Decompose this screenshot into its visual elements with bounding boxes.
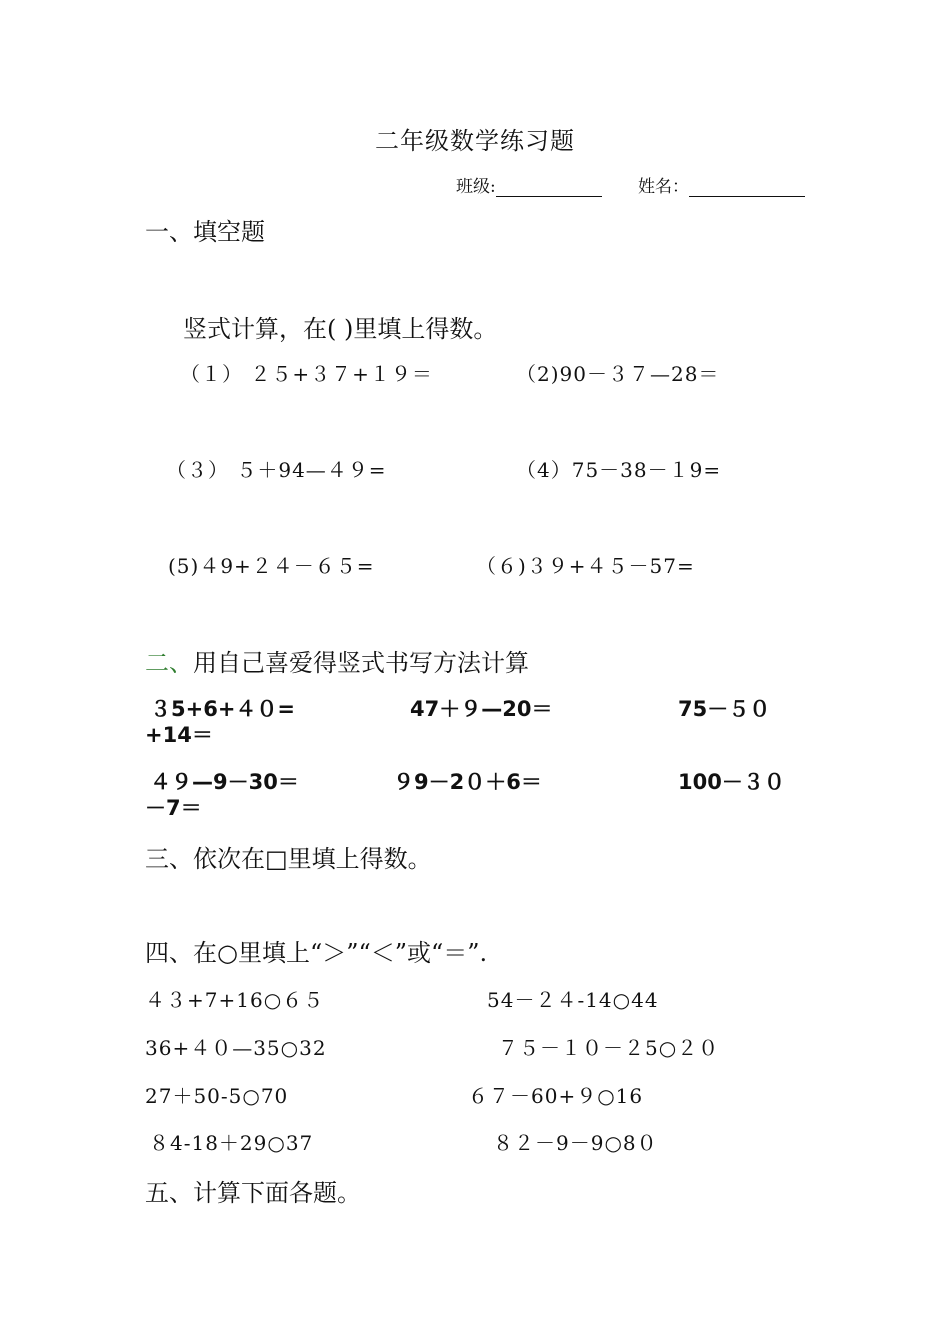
class-label: 班级: <box>456 177 496 197</box>
name-field <box>638 172 805 197</box>
calc-6: 100－３０ <box>678 770 785 794</box>
compare-4: ７５－１０－２5○２０ <box>498 1036 720 1060</box>
section-4-heading: 四、在○里填上“＞”“＜”或“＝”. <box>145 939 488 967</box>
class-field <box>456 172 602 197</box>
section-2-title: 用自己喜爱得竖式书写方法计算 <box>193 649 529 677</box>
problem-2: （2)90－３７—28＝ <box>516 362 720 386</box>
class-blank <box>496 178 602 197</box>
name-label: 姓名： <box>638 177 689 197</box>
section-2-number: 二、 <box>145 649 193 677</box>
compare-8: ８２－9－9○8０ <box>493 1131 658 1155</box>
calc-4-cont: －7＝ <box>145 796 202 820</box>
section-5-heading: 五、计算下面各题。 <box>145 1179 361 1207</box>
section-2-heading <box>145 643 529 678</box>
compare-3: 36+４０—35○32 <box>145 1036 327 1060</box>
compare-6: ６７－60+９○16 <box>468 1084 644 1108</box>
calc-1: ３5+6+４０= <box>150 697 296 721</box>
calc-1-cont: +14＝ <box>145 723 213 747</box>
name-blank <box>689 178 805 197</box>
compare-2: 54－２４-14○44 <box>487 988 659 1012</box>
calc-4: ４９—9－30＝ <box>150 770 299 794</box>
calc-2: 47＋９—20＝ <box>410 697 553 721</box>
calc-3: 75－５０ <box>678 697 771 721</box>
problem-4: （4）75－38－１9= <box>516 458 722 482</box>
problem-6: （６)３９+４５－57= <box>476 554 695 578</box>
compare-1: ４３+7+16○６５ <box>145 988 325 1012</box>
problem-3: （３） ５＋94—４９= <box>166 458 387 482</box>
section-3-heading: 三、依次在□里填上得数。 <box>145 845 432 873</box>
section-1-instruction: 竖式计算，在( )里填上得数。 <box>183 315 498 343</box>
compare-5: 27＋50-5○70 <box>145 1084 289 1108</box>
problem-5: (5)４9+２４－６５= <box>168 554 375 578</box>
compare-7: ８4-18＋29○37 <box>149 1131 314 1155</box>
section-1-heading: 一、填空题 <box>145 218 265 246</box>
calc-5: ９9－2０＋6＝ <box>393 770 542 794</box>
page-title: 二年级数学练习题 <box>375 127 575 155</box>
problem-1: （１） ２５+３７+１９＝ <box>180 362 433 386</box>
